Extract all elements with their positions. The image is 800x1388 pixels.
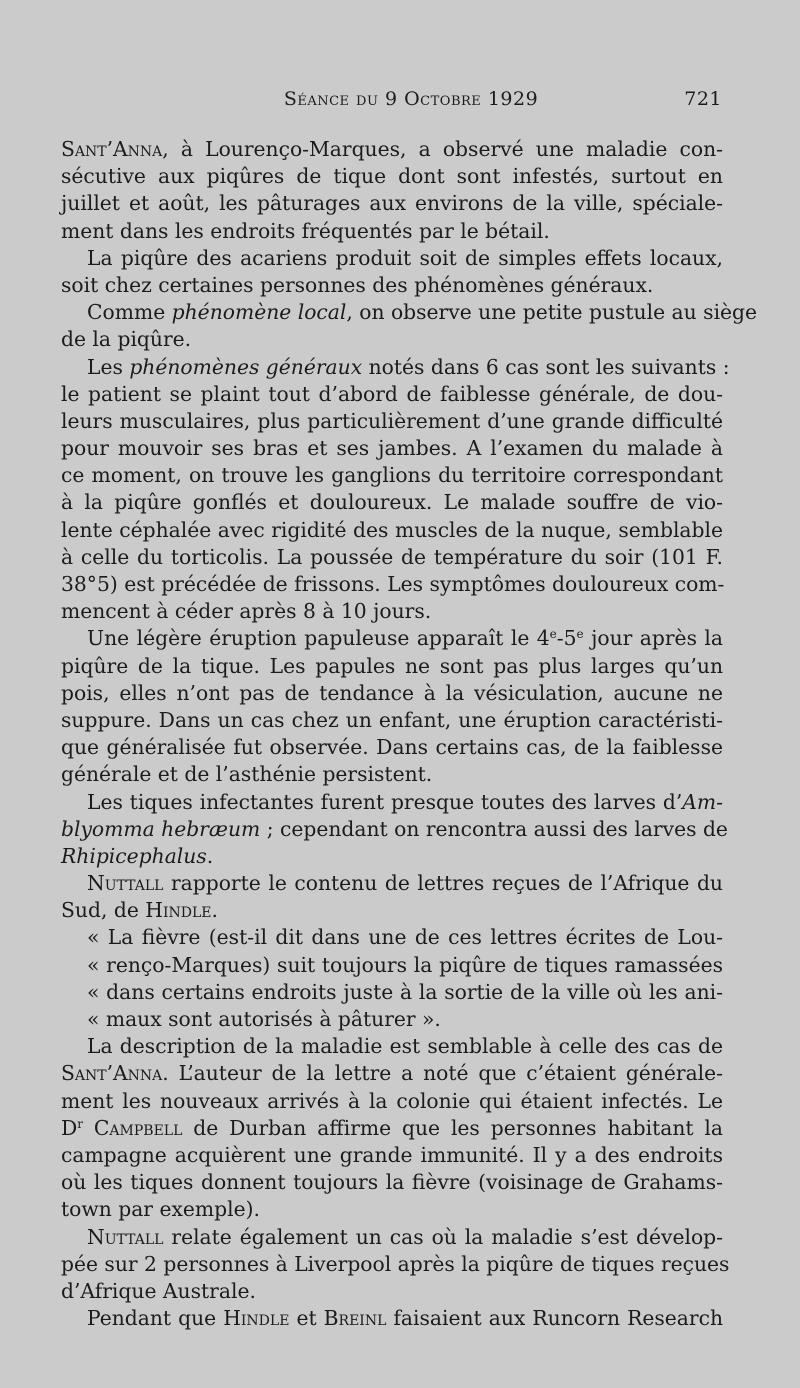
text-line: pée sur 2 personnes à Liverpool après la piqûre de tiques reçues bbox=[61, 1251, 730, 1276]
author-name: Sant’Anna bbox=[61, 1061, 163, 1086]
text-line: Rhipicephalus. bbox=[61, 843, 214, 868]
text-line: où les tiques donnent toujours la fièvre (voisinage de Grahams- bbox=[61, 1170, 723, 1195]
text-line: Sant’Anna, à Lourenço-Marques, a observé une maladie con- bbox=[61, 137, 723, 161]
text-line: town par exemple). bbox=[61, 1197, 260, 1222]
italic-term: blyomma hebræum bbox=[61, 816, 261, 841]
text-line: Nuttall relate également un cas où la maladie s’est dévelop- bbox=[87, 1224, 723, 1249]
author-name: Hindle bbox=[145, 898, 212, 923]
text-line: Sant’Anna. L’auteur de la lettre a noté que c’étaient générale- bbox=[61, 1061, 723, 1086]
text-line: campagne acquièrent une grande immunité. Il y a des endroits bbox=[61, 1142, 723, 1167]
text-line: soit chez certaines personnes des phénomènes généraux. bbox=[61, 272, 654, 297]
text-line: ment dans les endroits fréquentés par le bétail. bbox=[61, 218, 550, 243]
text-line: $D^r$ Campbell de Durban affirme que les personnes habitant la bbox=[61, 1115, 723, 1140]
text-line: La description de la maladie est semblable à celle des cas de bbox=[87, 1034, 723, 1059]
author-name: Breinl bbox=[323, 1306, 387, 1331]
text-line: suppure. Dans un cas chez un enfant, une éruption caractéristi- bbox=[61, 707, 723, 732]
text-line: à celle du torticolis. La poussée de température du soir (101 F. bbox=[61, 544, 723, 569]
author-name: Nuttall bbox=[87, 1224, 164, 1249]
author-name: Nuttall bbox=[87, 871, 164, 896]
text-line: leurs musculaires, plus particulièrement d’une grande difficulté bbox=[61, 408, 723, 433]
text-line: mencent à céder après 8 à 10 jours. bbox=[61, 599, 432, 624]
running-title: Séance du 9 Octobre 1929 bbox=[283, 88, 539, 110]
author-name: Sant’Anna bbox=[61, 137, 163, 161]
italic-term: phénomène local bbox=[171, 300, 347, 325]
text-line: Les phénomènes généraux notés dans 6 cas sont les suivants : bbox=[87, 354, 730, 379]
text-line: juillet et août, les pâturages aux environs de la ville, spéciale- bbox=[61, 191, 723, 216]
italic-term: phénomènes généraux bbox=[129, 354, 363, 379]
text-line: à la piqûre gonflés et douloureux. Le malade souffre de vio- bbox=[61, 490, 723, 515]
author-name: Campbell bbox=[93, 1115, 183, 1140]
text-line: « dans certains endroits juste à la sortie de la ville où les ani- bbox=[87, 979, 723, 1004]
page-header bbox=[60, 88, 722, 116]
text-line: piqûre de la tique. Les papules ne sont pas plus larges qu’un bbox=[61, 653, 723, 678]
text-line: pois, elles n’ont pas de tendance à la vésiculation, aucune ne bbox=[61, 680, 723, 705]
author-name: Hindle bbox=[223, 1306, 290, 1331]
text-line: pour mouvoir ses bras et ses jambes. A l’examen du malade à bbox=[61, 436, 723, 461]
text-line: « maux sont autorisés à pâturer ». bbox=[87, 1007, 441, 1031]
page-number: 721 bbox=[684, 88, 722, 110]
text-line: ment les nouveaux arrivés à la colonie qui étaient infectés. Le bbox=[61, 1088, 723, 1113]
text-line: générale et de l’asthénie persistent. bbox=[61, 762, 433, 787]
text-line: Pendant que Hindle et Breinl faisaient aux Runcorn Research bbox=[87, 1306, 724, 1331]
text-line: que généralisée fut observée. Dans certains cas, de la faiblesse bbox=[61, 735, 723, 760]
text-line: de la piqûre. bbox=[61, 327, 192, 352]
text-line: Les tiques infectantes furent presque toutes des larves d’Am- bbox=[87, 789, 723, 814]
text-line: blyomma hebræum ; cependant on rencontra aussi des larves de bbox=[61, 816, 728, 841]
text-line: ce moment, on trouve les ganglions du territoire correspondant bbox=[61, 463, 723, 488]
text-line: lente céphalée avec rigidité des muscles de la nuque, semblable bbox=[61, 517, 723, 542]
text-line: 38°5) est précédée de frissons. Les symptômes douloureux com- bbox=[61, 572, 725, 596]
text-line: Comme phénomène local, on observe une petite pustule au siège bbox=[87, 300, 758, 325]
text-line: Nuttall rapporte le contenu de lettres reçues de l’Afrique du bbox=[87, 871, 723, 896]
text-line: « renço-Marques) suit toujours la piqûre de tiques ramassées bbox=[87, 952, 723, 977]
italic-term: Rhipicephalus bbox=[61, 843, 207, 868]
text-line: La piqûre des acariens produit soit de simples effets locaux, bbox=[87, 245, 723, 270]
text-line: d’Afrique Australe. bbox=[61, 1278, 256, 1303]
text-line: le patient se plaint tout d’abord de faiblesse générale, de dou- bbox=[61, 381, 723, 406]
text-line: Sud, de Hindle. bbox=[61, 898, 218, 923]
text-line: sécutive aux piqûres de tique dont sont infestés, surtout en bbox=[61, 164, 723, 189]
italic-term: Am- bbox=[682, 789, 723, 814]
text-line: « La fièvre (est-il dit dans une de ces lettres écrites de Lou- bbox=[87, 925, 723, 950]
body-text bbox=[61, 136, 758, 1332]
text-line: Une légère éruption papuleuse apparaît le 4e-5e jour après la bbox=[87, 626, 723, 651]
